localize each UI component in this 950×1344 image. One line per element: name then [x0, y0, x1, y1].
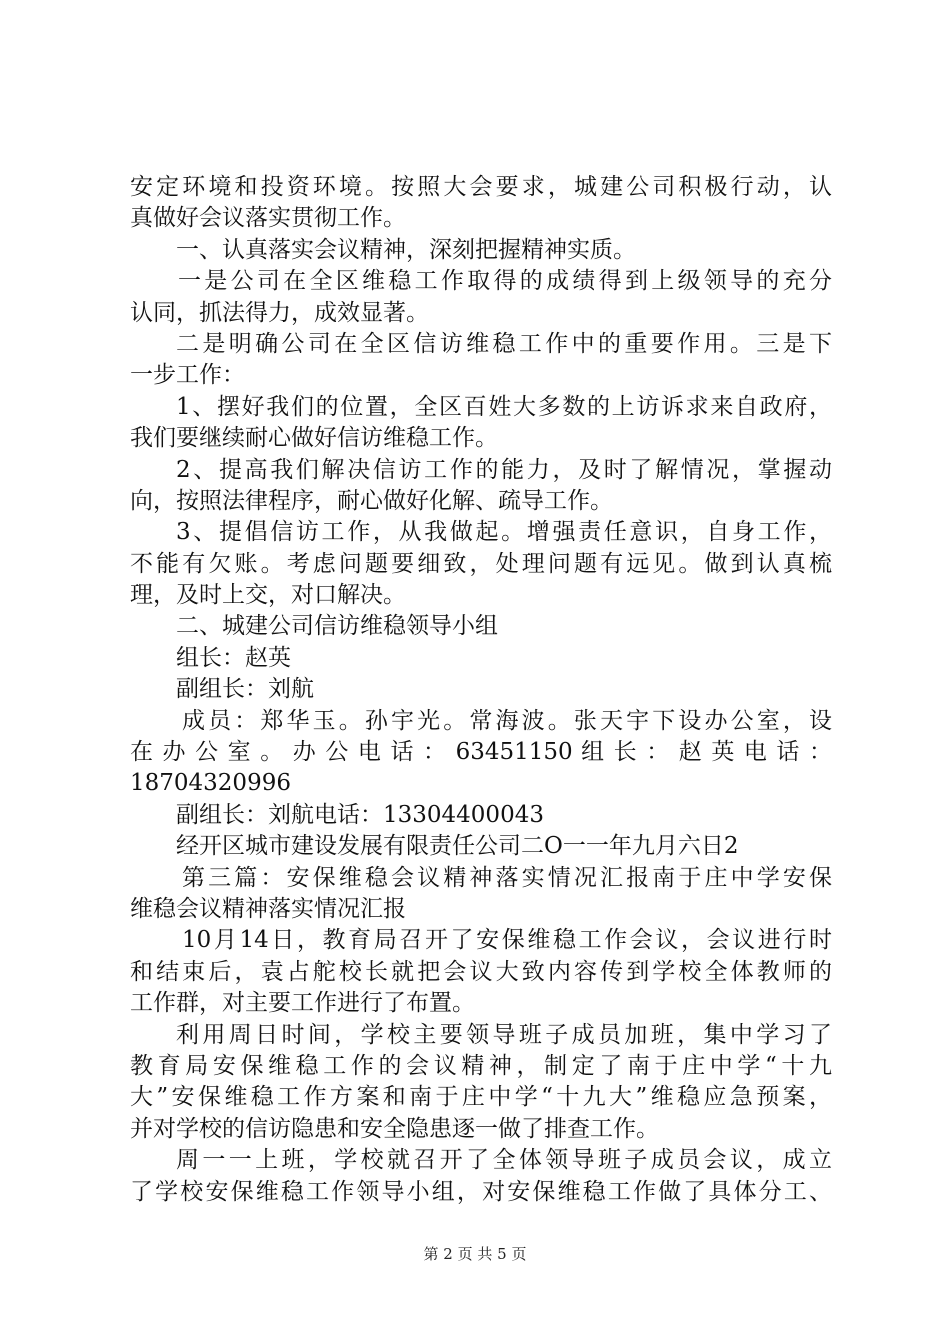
- text-line: [130, 266, 832, 297]
- text-line-content: 3、提倡信访工作，从我做起。增强责任意识，自身工作，: [176, 519, 832, 546]
- text-line-content: 经开区城市建设发展有限责任公司二O一一年九月六日2: [176, 833, 739, 860]
- text-line-content: 副组长：刘航电话：13304400043: [176, 801, 544, 828]
- text-line: [130, 957, 832, 988]
- text-line-content: 并对学校的信访隐患和安全隐患逐一做了排查工作。: [130, 1115, 659, 1142]
- text-line-content: 10月14日，教育局召开了安保维稳工作会议，会议进行时: [182, 927, 832, 954]
- text-line: [130, 1177, 832, 1208]
- text-line: [130, 706, 832, 737]
- text-line: [130, 800, 832, 831]
- text-line-content: 2、提高我们解决信访工作的能力，及时了解情况，掌握动: [176, 456, 832, 483]
- text-line: [130, 235, 832, 266]
- text-line: [130, 643, 832, 674]
- text-line-content: 一是公司在全区维稳工作取得的成绩得到上级领导的充分: [178, 268, 832, 295]
- text-line: [130, 549, 832, 580]
- text-line-content: 一、认真落实会议精神，深刻把握精神实质。: [176, 236, 636, 263]
- text-line: [130, 1145, 832, 1176]
- text-line-content: 1、摆好我们的位置，全区百姓大多数的上访诉求来自政府，: [176, 393, 832, 420]
- text-line: [130, 517, 832, 548]
- text-line: [130, 172, 832, 203]
- text-line-content: 副组长：刘航: [176, 676, 314, 703]
- text-line-content: 了学校安保维稳工作领导小组，对安保维稳工作做了具体分工、: [130, 1178, 832, 1205]
- text-line: [130, 580, 832, 611]
- text-line-content: 向，按照法律程序，耐心做好化解、疏导工作。: [130, 487, 613, 514]
- text-line: [130, 988, 832, 1019]
- text-line: [130, 925, 832, 956]
- text-line: [130, 1114, 832, 1145]
- text-line: [130, 1082, 832, 1113]
- text-line-content: 我们要继续耐心做好信访维稳工作。: [130, 425, 498, 452]
- text-line-content: 组长：赵英: [176, 644, 291, 671]
- text-line: [130, 863, 832, 894]
- text-line-content: 18704320996: [130, 770, 291, 797]
- text-line-content: 利用周日时间，学校主要领导班子成员加班，集中学习了: [176, 1021, 832, 1048]
- text-line-content: 理，及时上交，对口解决。: [130, 582, 406, 609]
- text-line: [130, 1020, 832, 1051]
- text-line: [130, 768, 832, 799]
- text-line-content: 二是明确公司在全区信访维稳工作中的重要作用。三是下: [176, 330, 832, 357]
- text-line-content: 成员：郑华玉。孙宇光。常海波。张天宇下设办公室，设: [182, 707, 832, 734]
- text-line: [130, 737, 832, 768]
- text-line: [130, 455, 832, 486]
- text-line: [130, 423, 832, 454]
- text-line-content: 工作群，对主要工作进行了布置。: [130, 990, 475, 1017]
- text-line-content: 安定环境和投资环境。按照大会要求，城建公司积极行动，认: [130, 174, 832, 200]
- text-line-content: 一步工作：: [130, 362, 245, 389]
- text-line-content: 第三篇：安保维稳会议精神落实情况汇报南于庄中学安保: [182, 864, 832, 891]
- text-line: [130, 486, 832, 517]
- page-footer: 第 2 页 共 5 页: [423, 1245, 527, 1263]
- text-line-content: 周一一上班，学校就召开了全体领导班子成员会议，成立: [176, 1147, 832, 1174]
- text-line-content: 维稳会议精神落实情况汇报: [130, 895, 406, 922]
- text-line-content: 在 办 公 室 。 办 公 电 话 ： 63451150 组 长 ： 赵 英 电 话 ：: [130, 739, 832, 766]
- text-line: [130, 894, 832, 925]
- text-line: [130, 611, 832, 642]
- text-line-content: 不能有欠账。考虑问题要细致，处理问题有远见。做到认真梳: [130, 550, 832, 577]
- text-line: [130, 298, 832, 329]
- text-line-content: 二、城建公司信访维稳领导小组: [176, 613, 498, 640]
- text-line-content: 大”安保维稳工作方案和南于庄中学“十九大”维稳应急预案，: [130, 1084, 832, 1111]
- text-line: [130, 203, 832, 234]
- document-body: [130, 172, 832, 1208]
- text-line: [130, 392, 832, 423]
- text-line-content: 认同，抓法得力，成效显著。: [130, 299, 429, 326]
- text-line: [130, 1051, 832, 1082]
- text-line: [130, 831, 832, 862]
- text-line: [130, 674, 832, 705]
- text-line: [130, 329, 832, 360]
- text-line-content: 和结束后，袁占舵校长就把会议大致内容传到学校全体教师的: [130, 958, 832, 985]
- text-line: [130, 360, 832, 391]
- text-line-content: 教育局安保维稳工作的会议精神，制定了南于庄中学“十九: [130, 1052, 832, 1079]
- text-line-content: 真做好会议落实贯彻工作。: [130, 205, 406, 232]
